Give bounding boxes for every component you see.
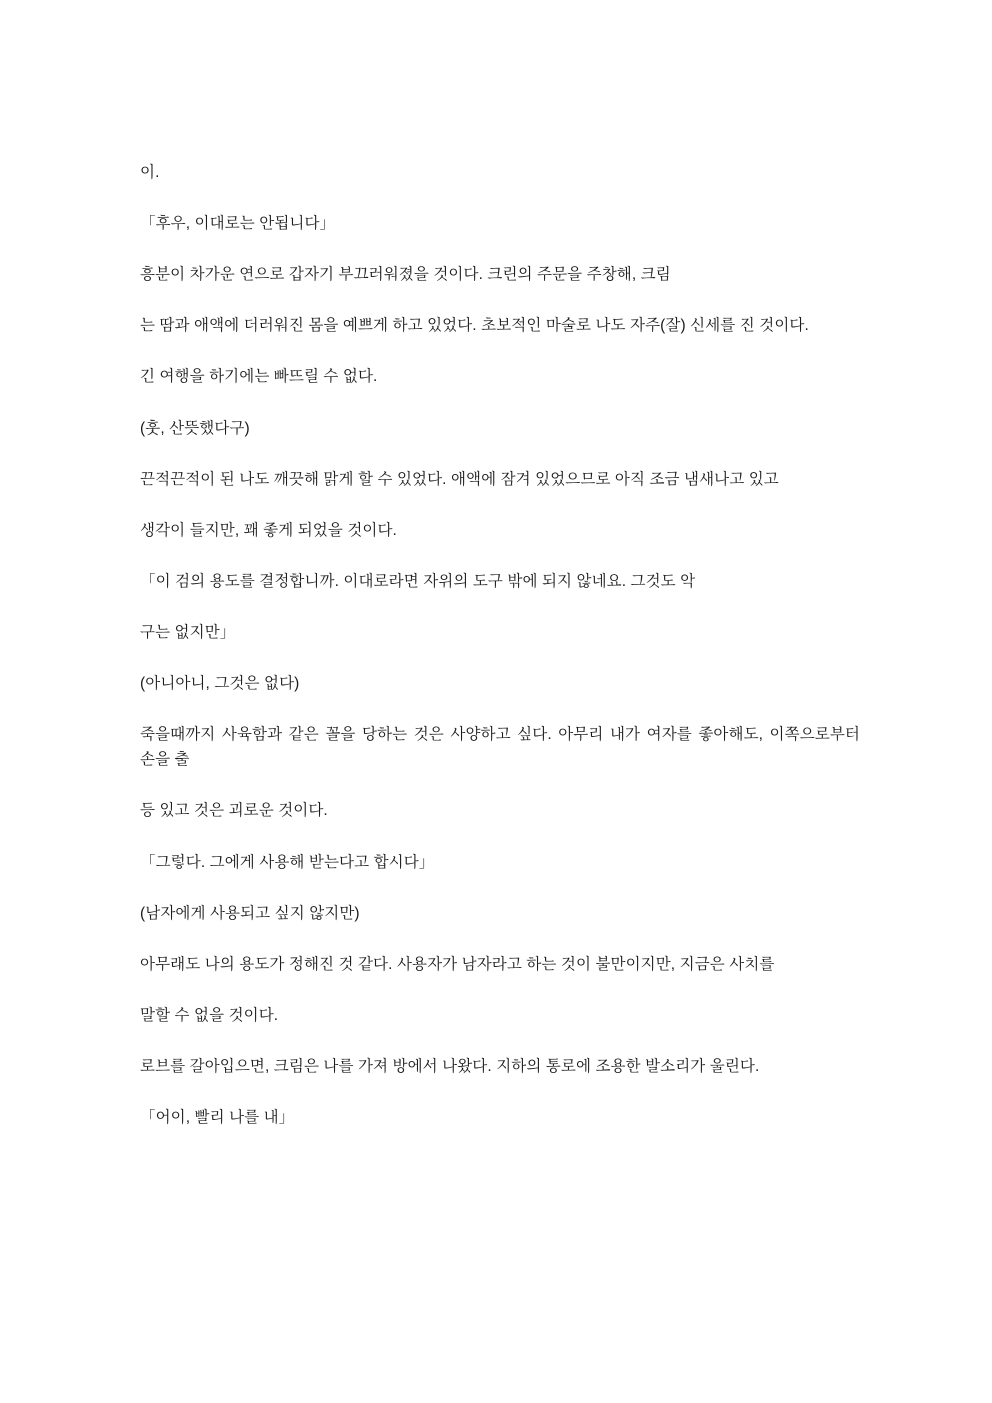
paragraph: 이. — [140, 164, 160, 181]
paragraph: 죽을때까지 사육함과 같은 꼴을 당하는 것은 사양하고 싶다. 아무리 내가 여자를 좋아해도, 이쪽으로부터 손을 출 — [140, 726, 860, 769]
paragraph: (남자에게 사용되고 싶지 않지만) — [140, 904, 360, 922]
paragraph: 등 있고 것은 괴로운 것이다. — [140, 802, 328, 820]
paragraph: 끈적끈적이 된 나도 깨끗해 맑게 할 수 있었다. 애액에 잠겨 있었으므로 아직 조금 냄새나고 있고 — [140, 470, 779, 488]
paragraph: 흥분이 차가운 연으로 갑자기 부끄러워졌을 것이다. 크린의 주문을 주창해, 크림 — [140, 266, 671, 284]
paragraph: (훗, 산뜻했다구) — [140, 419, 250, 437]
paragraph: 아무래도 나의 용도가 정해진 것 같다. 사용자가 남자라고 하는 것이 불만이지만, 지금은 사치를 — [140, 955, 775, 973]
paragraph: 「그렇다. 그에게 사용해 받는다고 합시다」 — [140, 853, 435, 871]
paragraph: 말할 수 없을 것이다. — [140, 1006, 279, 1024]
paragraph: 긴 여행을 하기에는 빠뜨릴 수 없다. — [140, 368, 378, 386]
paragraph: 「어이, 빨리 나를 내」 — [140, 1109, 295, 1127]
paragraph: (아니아니, 그것은 없다) — [140, 675, 300, 693]
document-body — [140, 160, 860, 1130]
paragraph: 로브를 갈아입으면, 크림은 나를 가져 방에서 나왔다. 지하의 통로에 조용한 발소리가 울린다. — [140, 1057, 760, 1075]
paragraph: 생각이 들지만, 꽤 좋게 되었을 것이다. — [140, 521, 397, 539]
paragraph: 「후우, 이대로는 안됩니다」 — [140, 215, 336, 233]
paragraph: 「이 검의 용도를 결정합니까. 이대로라면 자위의 도구 밖에 되지 않네요. 그것도 악 — [140, 572, 696, 590]
paragraph: 구는 없지만」 — [140, 623, 236, 641]
paragraph: 는 땀과 애액에 더러워진 몸을 예쁘게 하고 있었다. 초보적인 마술로 나도 자주(잘) 신세를 진 것이다. — [140, 317, 809, 335]
